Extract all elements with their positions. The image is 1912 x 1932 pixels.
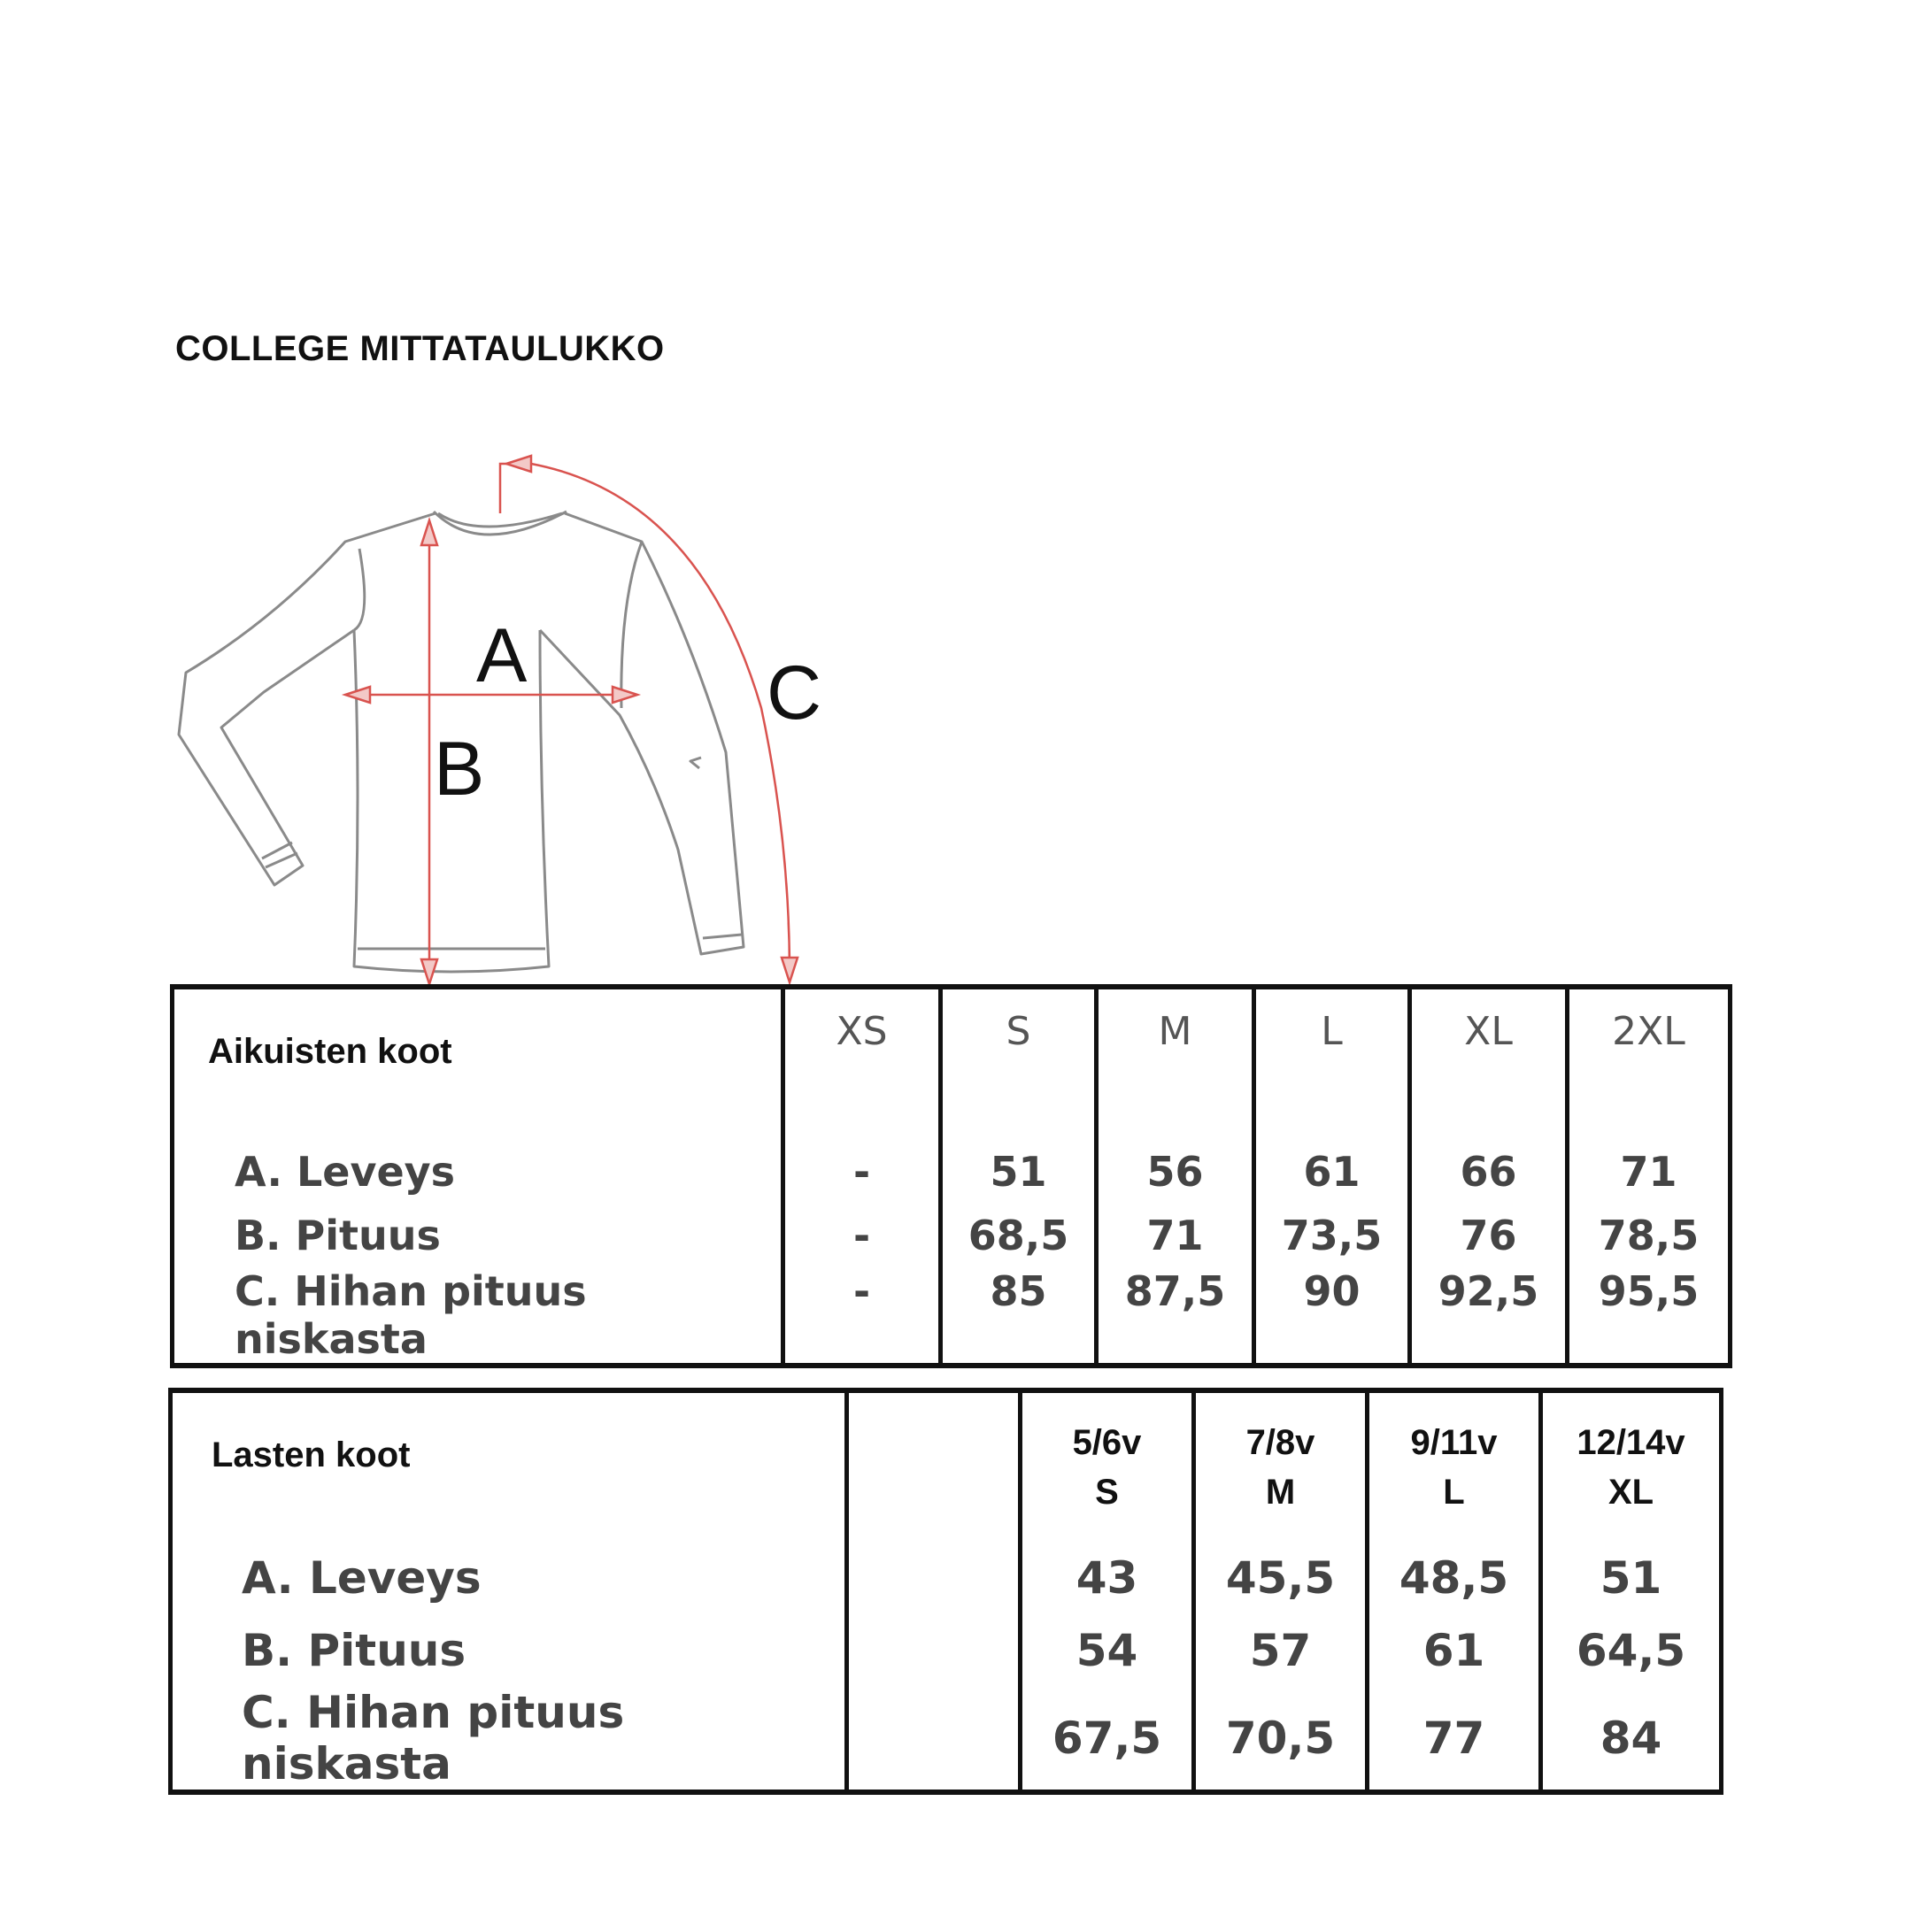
table-cell: 85	[941, 1267, 1097, 1366]
adult-header-row	[173, 987, 1731, 1140]
empty-cell	[847, 1614, 1021, 1687]
table-cell: 56	[1097, 1140, 1254, 1204]
table-cell: 73,5	[1254, 1204, 1410, 1267]
sweatshirt-diagram	[159, 443, 850, 1000]
kids-heading: Lasten koot	[171, 1390, 847, 1542]
table-row	[171, 1687, 1722, 1792]
sweatshirt-illustration	[159, 443, 850, 1000]
table-row	[171, 1542, 1722, 1614]
table-cell: 66	[1410, 1140, 1568, 1204]
table-cell: 71	[1097, 1204, 1254, 1267]
measurement-arrows	[345, 456, 798, 984]
row-label: C. Hihan pituus niskasta	[171, 1687, 847, 1792]
size-header	[1541, 1390, 1722, 1542]
size-header: L	[1254, 987, 1410, 1140]
adult-heading: Aikuisten koot	[173, 987, 783, 1140]
table-row	[173, 1267, 1731, 1366]
table-row	[171, 1614, 1722, 1687]
table-cell: 51	[941, 1140, 1097, 1204]
size-header: 2XL	[1568, 987, 1731, 1140]
size-header: M	[1097, 987, 1254, 1140]
table-cell: 43	[1021, 1542, 1194, 1614]
table-cell: 71	[1568, 1140, 1731, 1204]
table-cell: 48,5	[1368, 1542, 1541, 1614]
row-label: C. Hihan pituus niskasta	[173, 1267, 783, 1366]
table-cell: 57	[1194, 1614, 1368, 1687]
row-label: B. Pituus	[173, 1204, 783, 1267]
table-cell: 92,5	[1410, 1267, 1568, 1366]
size-label: S	[1095, 1473, 1119, 1512]
table-cell: 64,5	[1541, 1614, 1722, 1687]
size-header: S	[941, 987, 1097, 1140]
empty-cell	[847, 1687, 1021, 1792]
table-cell: 77	[1368, 1687, 1541, 1792]
table-cell: 61	[1254, 1140, 1410, 1204]
adult-size-table	[170, 984, 1732, 1368]
table-cell: -	[783, 1140, 941, 1204]
table-cell: 51	[1541, 1542, 1722, 1614]
table-cell: 61	[1368, 1614, 1541, 1687]
table-cell: 68,5	[941, 1204, 1097, 1267]
size-header: XL	[1410, 987, 1568, 1140]
table-row	[173, 1140, 1731, 1204]
kids-header-row	[171, 1390, 1722, 1542]
label-c: C	[767, 650, 822, 735]
size-label: M	[1265, 1473, 1296, 1512]
table-cell: 67,5	[1021, 1687, 1194, 1792]
table-cell: 84	[1541, 1687, 1722, 1792]
age-label: 7/8v	[1245, 1423, 1315, 1462]
size-label: L	[1443, 1473, 1465, 1512]
table-cell: 45,5	[1194, 1542, 1368, 1614]
row-label: A. Leveys	[171, 1542, 847, 1614]
label-a: A	[476, 613, 528, 698]
page-title: COLLEGE MITTATAULUKKO	[175, 329, 665, 368]
row-label: A. Leveys	[173, 1140, 783, 1204]
age-label: 5/6v	[1072, 1423, 1142, 1462]
table-cell: -	[783, 1204, 941, 1267]
table-cell: 78,5	[1568, 1204, 1731, 1267]
row-label: B. Pituus	[171, 1614, 847, 1687]
table-cell: 87,5	[1097, 1267, 1254, 1366]
empty-cell	[847, 1542, 1021, 1614]
age-label: 9/11v	[1410, 1423, 1498, 1462]
size-header	[1021, 1390, 1194, 1542]
age-label: 12/14v	[1577, 1423, 1685, 1462]
size-header: XS	[783, 987, 941, 1140]
size-header	[1194, 1390, 1368, 1542]
table-cell: 76	[1410, 1204, 1568, 1267]
table-cell: 54	[1021, 1614, 1194, 1687]
table-cell: 70,5	[1194, 1687, 1368, 1792]
label-b: B	[434, 727, 485, 812]
empty-cell	[847, 1390, 1021, 1542]
table-cell: 90	[1254, 1267, 1410, 1366]
size-header	[1368, 1390, 1541, 1542]
table-cell: -	[783, 1267, 941, 1366]
measurement-lines	[345, 464, 790, 984]
table-row	[173, 1204, 1731, 1267]
table-cell: 95,5	[1568, 1267, 1731, 1366]
size-label: XL	[1607, 1473, 1654, 1512]
kids-size-table	[168, 1388, 1723, 1795]
